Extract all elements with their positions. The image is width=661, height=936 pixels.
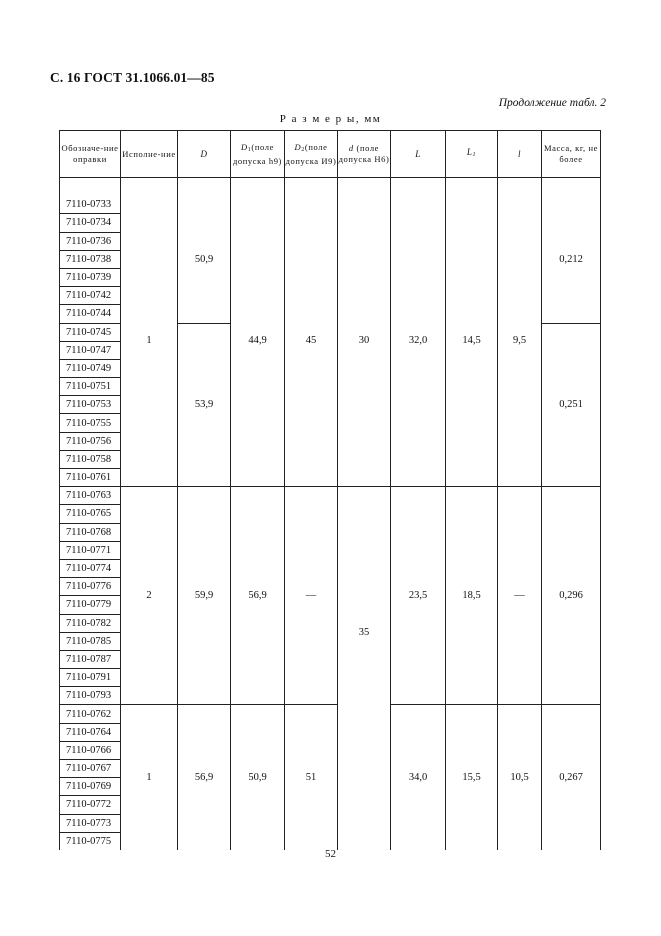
code-cell: 7110-0744 [60, 305, 121, 323]
col-header-l: l [498, 131, 542, 178]
code-cell: 7110-0772 [60, 796, 121, 814]
col-header-version: Исполне-ние [121, 131, 178, 178]
version-cell: 1 [121, 705, 178, 851]
code-cell: 7110-0782 [60, 614, 121, 632]
d-outer-cell: 53,9 [178, 323, 231, 487]
table-row [60, 487, 601, 505]
code-cell: 7110-0738 [60, 250, 121, 268]
col-header-code: Обозначе-ние оправки [60, 131, 121, 178]
d2-cell: 51 [285, 705, 338, 851]
d-bore-cell: 35 [338, 487, 391, 778]
col-header-L1: $L_1$ [446, 131, 498, 178]
l1-cell: 18,5 [446, 487, 498, 705]
code-cell: 7110-0766 [60, 741, 121, 759]
d2-cell: 45 [285, 196, 338, 487]
col-header-D: D [178, 131, 231, 178]
mass-cell: 0,296 [542, 487, 601, 705]
code-cell: 7110-0773 [60, 814, 121, 832]
code-cell: 7110-0774 [60, 559, 121, 577]
code-cell: 7110-0758 [60, 450, 121, 468]
code-cell: 7110-0763 [60, 487, 121, 505]
code-cell: 7110-0765 [60, 505, 121, 523]
code-cell: 7110-0787 [60, 650, 121, 668]
mass-cell: 0,267 [542, 705, 601, 851]
code-cell: 7110-0755 [60, 414, 121, 432]
l-small-cell: 10,5 [498, 705, 542, 851]
code-cell: 7110-0756 [60, 432, 121, 450]
d-bore-cell: 30 [338, 196, 391, 487]
code-cell: 7110-0768 [60, 523, 121, 541]
page-header-title: С. 16 ГОСТ 31.1066.01—85 [50, 70, 215, 85]
table-header-row [60, 131, 601, 178]
l1-cell: 14,5 [446, 196, 498, 487]
version-cell: 1 [121, 196, 178, 487]
code-cell: 7110-0734 [60, 214, 121, 232]
table-row [60, 705, 601, 723]
code-cell: 7110-0747 [60, 341, 121, 359]
code-cell: 7110-0769 [60, 778, 121, 796]
l-length-cell: 23,5 [391, 487, 446, 705]
code-cell: 7110-0751 [60, 378, 121, 396]
code-cell: 7110-0764 [60, 723, 121, 741]
d2-cell: — [285, 487, 338, 705]
code-cell: 7110-0753 [60, 396, 121, 414]
code-cell: 7110-0791 [60, 669, 121, 687]
d-outer-cell: 56,9 [178, 705, 231, 851]
code-cell: 7110-0775 [60, 832, 121, 850]
mass-cell: 0,212 [542, 196, 601, 323]
col-header-mass: Масса, кг, не более [542, 131, 601, 178]
d1-cell: 56,9 [231, 487, 285, 705]
table-row [60, 196, 601, 214]
code-cell: 7110-0767 [60, 760, 121, 778]
code-cell: 7110-0749 [60, 359, 121, 377]
code-cell: 7110-0771 [60, 541, 121, 559]
l-small-cell: — [498, 487, 542, 705]
d-outer-cell: 50,9 [178, 196, 231, 323]
col-header-D1: $D_1(поле$ допуска h9) [231, 131, 285, 178]
sizes-caption: Р а з м е р ы, мм [279, 113, 382, 125]
code-cell: 7110-0762 [60, 705, 121, 723]
code-cell: 7110-0779 [60, 596, 121, 614]
l1-cell: 15,5 [446, 705, 498, 851]
code-cell: 7110-0745 [60, 323, 121, 341]
d1-cell: 50,9 [231, 705, 285, 851]
d1-cell: 44,9 [231, 196, 285, 487]
d-outer-cell: 59,9 [178, 487, 231, 705]
version-cell: 2 [121, 487, 178, 705]
code-cell: 7110-0793 [60, 687, 121, 705]
col-header-L: L [391, 131, 446, 178]
code-cell: 7110-0785 [60, 632, 121, 650]
code-cell: 7110-0733 [60, 196, 121, 214]
table-continuation-note: Продолжение табл. 2 [498, 97, 606, 109]
code-cell: 7110-0742 [60, 287, 121, 305]
code-cell: 7110-0761 [60, 469, 121, 487]
code-cell: 7110-0736 [60, 232, 121, 250]
page-number: 52 [325, 848, 336, 860]
mass-cell: 0,251 [542, 323, 601, 487]
l-length-cell: 32,0 [391, 196, 446, 487]
col-header-d: d (поле допуска Н6) [338, 131, 391, 178]
code-cell: 7110-0776 [60, 578, 121, 596]
col-header-D2: $D_2(поле$ допуска И9) [285, 131, 338, 178]
code-cell: 7110-0739 [60, 268, 121, 286]
dimensions-table [59, 130, 601, 850]
l-small-cell: 9,5 [498, 196, 542, 487]
l-length-cell: 34,0 [391, 705, 446, 851]
